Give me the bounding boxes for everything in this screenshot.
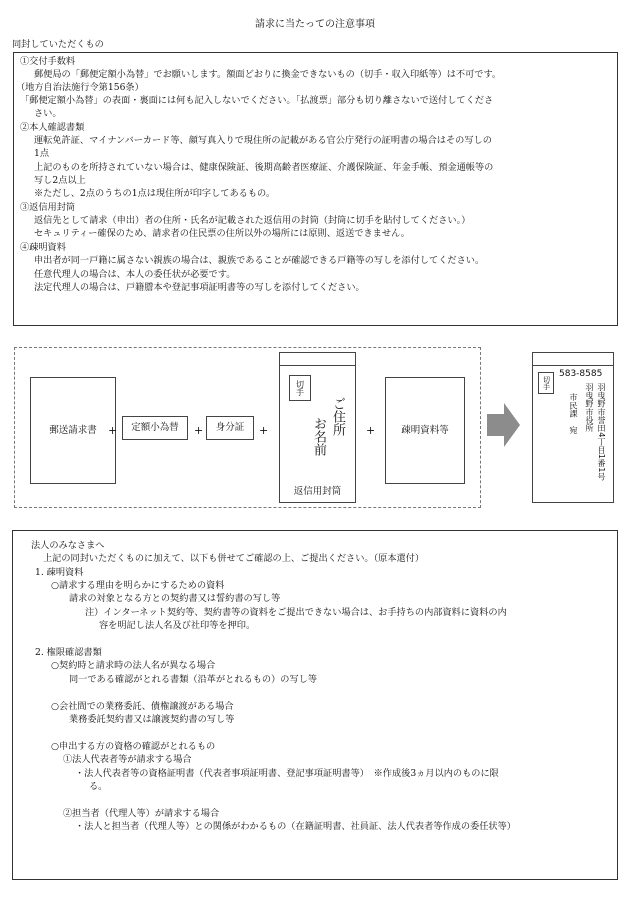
address-placeholder: ご住所 [330,397,345,436]
proof-line3: 法定代理人の場合は、戸籍謄本や登記事項証明書等の写しを添付してください。 [34,282,365,293]
s2-item-c2-detail: ・法人と担当者（代理人等）との関係がわかるもの（在籍証明書、社員証、法人代表者等作成の委任状等） [75,821,516,832]
plus-sign-1: + [108,424,118,437]
proof-heading: ④疎明資料 [20,242,66,253]
fee-heading: ①交付手数料 [20,56,76,67]
money-order-label: 定額小為替 [131,422,179,434]
s1-detail: 請求の対象となる方との契約書又は誓約書の写し等 [69,593,281,604]
id-card-label: 身分証 [215,422,245,434]
stamp-label: 切手 [295,380,305,396]
id-line1: 運転免許証、マイナンバーカード等、顔写真入りで現住所の記載がある官公庁発行の証明書の場合はその写しの [34,135,492,146]
corporate-intro: 上記の同封いただくものに加えて、以下も併せてご確認の上、ご提出ください。（原本還付） [43,553,425,564]
s2-item-c1: ①法人代表者等が請求する場合 [63,754,192,765]
id-line5: ※ただし、2点のうちの1点は現住所が印字してあるもの。 [34,188,276,199]
proof-docs-box [385,377,465,484]
return-envelope-label: 返信用封筒 [293,485,342,497]
s2-item-a-detail: 同一である確認がとれる書類（沿革がとれるもの）の写し等 [69,674,318,685]
proof-line1: 申出者が同一戸籍に属さない親族の場合は、親族であることが確認できる戸籍等の写しを添付してください。 [34,255,485,266]
stamp-box [289,375,311,401]
return-envelope-line2: セキュリティー確保のため、請求者の住民票の住所以外の場所には原則、返送できません。 [34,228,410,239]
id-heading: ②本人確認書類 [20,122,85,133]
id-card-box [206,416,254,440]
dest-address: 羽曳野市誉田4丁目1番1号 [597,383,607,481]
plus-sign-2: + [194,424,204,437]
s1-heading: 1. 疎明資料 [35,567,84,578]
s2-item-c2: ②担当者（代理人等）が請求する場合 [63,808,220,819]
request-form-label: 郵送請求書 [49,424,97,436]
plus-sign-4: + [366,424,376,437]
page-title: 請求に当たっての注意事項 [255,19,375,30]
envelope-flap [279,352,356,366]
proof-docs-label: 疎明資料等 [401,424,449,436]
s1-item: ○請求する理由を明らかにするための資料 [51,580,225,591]
proof-line2: 任意代理人の場合は、本人の委任状が必要です。 [34,269,236,280]
enclosure-label: 同封していただくもの [12,39,104,50]
fee-line4: さい。 [34,108,62,119]
enclosure-box [13,52,618,326]
dest-postal-code: 583-8585 [559,369,603,379]
name-placeholder: お名前 [311,417,326,456]
return-envelope [279,352,356,503]
dest-envelope-flap [532,352,614,366]
money-order-box [122,416,188,440]
corporate-box [12,530,618,880]
return-envelope-line1: 返信先として請求（申出）者の住所・氏名が記載された返信用の封筒（封筒に切手を貼付してください。） [34,215,471,226]
s1-note-line2: 容を明記し法人名及び社印等を押印。 [99,620,256,631]
dest-stamp-box [538,372,554,394]
fee-line2: （地方自治法施行令第156条） [16,82,144,93]
s2-item-b: ○会社間での業務委託、債権譲渡がある場合 [51,701,234,712]
destination-envelope [532,352,614,503]
s2-item-c: ○申出する方の資格の確認がとれるもの [51,741,216,752]
s2-item-c1-detail-line2: る。 [89,781,108,792]
plus-sign-3: + [259,424,269,437]
id-line3: 上記のものを所持されていない場合は、健康保険証、後期高齢者医療証、介護保険証、年金手帳、預金通帳等の [34,162,494,173]
s2-item-b-detail: 業務委託契約書又は譲渡契約書の写し等 [69,714,235,725]
s1-note-line1: 注）インターネット契約等、契約書等の資料をご提出できない場合は、お手持ちの内部資料に資料の内 [85,607,507,618]
s2-item-a: ○契約時と請求時の法人名が異なる場合 [51,660,216,671]
dest-office: 羽曳野市役所 [585,383,595,433]
dest-department: 市民課 宛 [569,393,579,434]
fee-line1: 郵便局の「郵便定額小為替」でお願いします。額面どおりに換金できないもの（切手・収入印紙等）は不可です。 [34,69,502,80]
id-line4: 写し2点以上 [34,175,86,186]
arrow-right-icon [487,403,521,447]
return-envelope-heading: ③返信用封筒 [20,202,76,213]
corporate-greeting: 法人のみなさまへ [31,540,105,551]
dest-stamp-label: 切手 [542,376,551,390]
s2-item-c1-detail-line1: ・法人代表者等の資格証明書（代表者事項証明書、登記事項証明書等） ※作成後3ヵ月以内のものに限 [75,768,499,779]
request-form-box [30,377,116,484]
fee-line3: 「郵便定額小為替」の表面・裏面には何も記入しないでください。「払渡票」部分も切り離さないで送付してくださ [20,95,494,106]
id-line2: 1点 [34,148,50,159]
s2-heading: 2. 権限確認書類 [35,647,102,658]
